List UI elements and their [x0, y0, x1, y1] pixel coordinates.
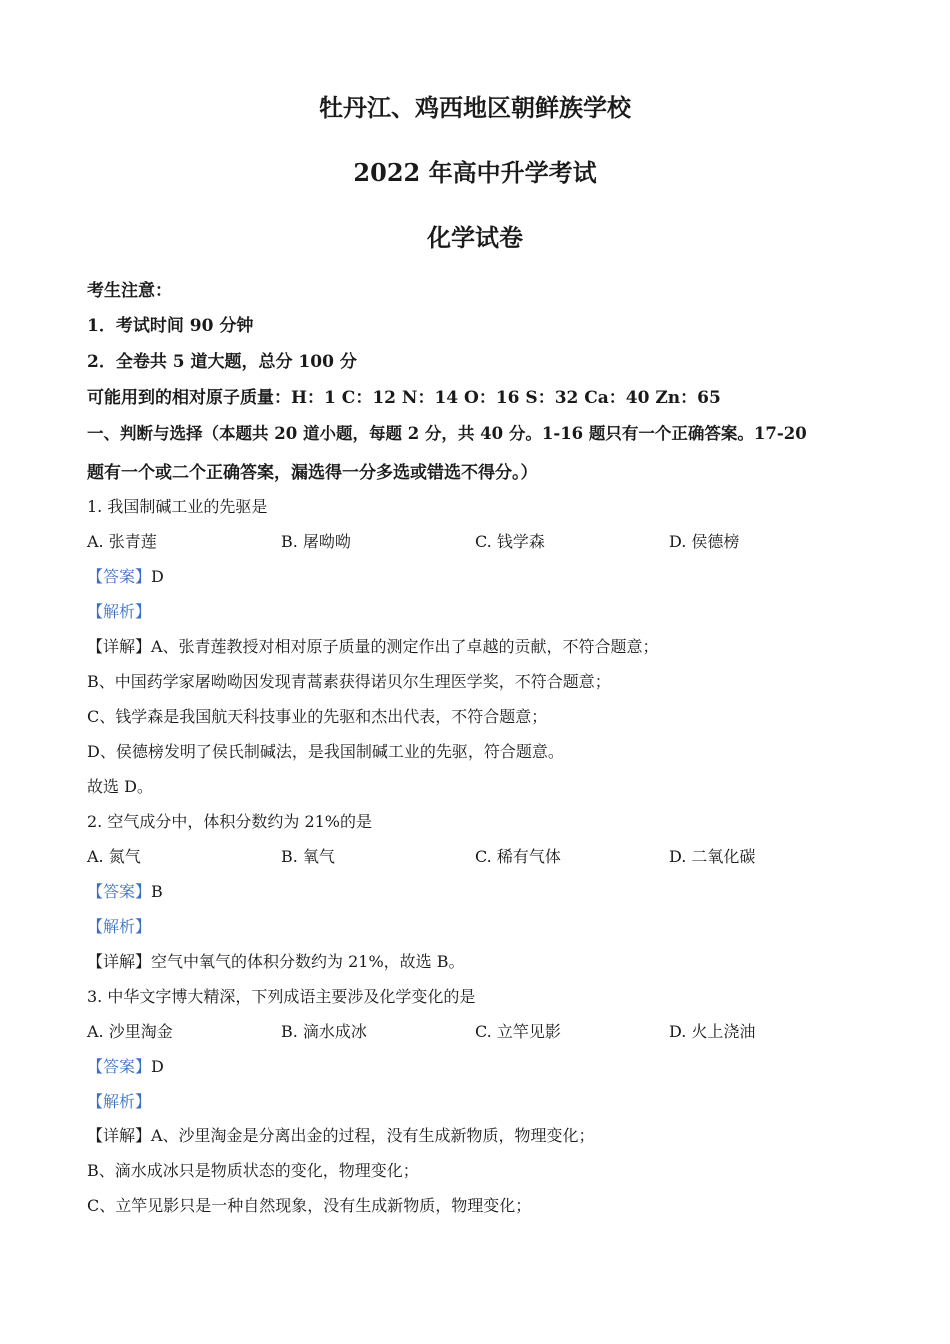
answer-value: D	[151, 567, 164, 586]
option-a: A. 沙里淘金	[87, 1022, 173, 1041]
detail-line: 故选 D。	[87, 777, 153, 796]
section-heading-line2: 题有一个或二个正确答案，漏选得一分多选或错选不得分。）	[87, 463, 538, 483]
detail-line: 【详解】A、沙里淘金是分离出金的过程，没有生成新物质，物理变化；	[87, 1126, 595, 1145]
notice-heading: 考生注意：	[87, 281, 172, 301]
answer-label: 【答案】	[87, 1057, 152, 1076]
answer-line	[87, 1054, 164, 1077]
answer-value: D	[151, 1057, 164, 1076]
option-c: C. 钱学森	[475, 532, 545, 551]
option-d: D. 二氧化碳	[669, 847, 756, 866]
option-a: A. 氮气	[87, 847, 141, 866]
option-a: A. 张青莲	[87, 532, 157, 551]
detail-line: C、立竿见影只是一种自然现象，没有生成新物质，物理变化；	[87, 1196, 532, 1215]
notice-item-score: 2．全卷共 5 道大题，总分 100 分	[87, 352, 357, 372]
section-heading-line1: 一、判断与选择（本题共 20 道小题，每题 2 分，共 40 分。1-16 题只有一个正确答案。17-20	[87, 424, 807, 443]
answer-label: 【答案】	[87, 882, 152, 901]
question-stem: 3. 中华文字博大精深，下列成语主要涉及化学变化的是	[87, 987, 476, 1006]
detail-line: 【详解】空气中氧气的体积分数约为 21%，故选 B。	[87, 952, 465, 971]
answer-value: B	[151, 882, 163, 901]
option-c: C. 立竿见影	[475, 1022, 561, 1041]
option-b: B. 滴水成冰	[281, 1022, 367, 1041]
detail-line: B、滴水成冰只是物质状态的变化，物理变化；	[87, 1161, 419, 1180]
analysis-label: 【解析】	[87, 1092, 152, 1111]
detail-line: D、侯德榜发明了侯氏制碱法，是我国制碱工业的先驱，符合题意。	[87, 742, 564, 761]
answer-line	[87, 879, 163, 902]
detail-line: B、中国药学家屠呦呦因发现青蒿素获得诺贝尔生理医学奖，不符合题意；	[87, 672, 611, 691]
option-d: D. 侯德榜	[669, 532, 740, 551]
answer-label: 【答案】	[87, 567, 152, 586]
school-title: 牡丹江、鸡西地区朝鲜族学校	[319, 93, 631, 122]
answer-line	[87, 564, 164, 587]
option-b: B. 屠呦呦	[281, 532, 351, 551]
detail-line: C、钱学森是我国航天科技事业的先驱和杰出代表，不符合题意；	[87, 707, 548, 726]
option-c: C. 稀有气体	[475, 847, 561, 866]
option-b: B. 氧气	[281, 847, 335, 866]
question-stem: 2. 空气成分中，体积分数约为 21%的是	[87, 812, 373, 831]
notice-item-time: 1．考试时间 90 分钟	[87, 316, 254, 336]
analysis-label: 【解析】	[87, 917, 152, 936]
analysis-label: 【解析】	[87, 602, 152, 621]
option-d: D. 火上浇油	[669, 1022, 756, 1041]
exam-title: 2022 年高中升学考试	[353, 158, 597, 187]
atomic-masses: 可能用到的相对原子质量：H：1 C：12 N：14 O：16 S：32 Ca：40 Zn：65	[87, 388, 721, 408]
question-stem: 1. 我国制碱工业的先驱是	[87, 497, 268, 516]
detail-line: 【详解】A、张青莲教授对相对原子质量的测定作出了卓越的贡献，不符合题意；	[87, 637, 659, 656]
subject-title: 化学试卷	[427, 223, 523, 252]
